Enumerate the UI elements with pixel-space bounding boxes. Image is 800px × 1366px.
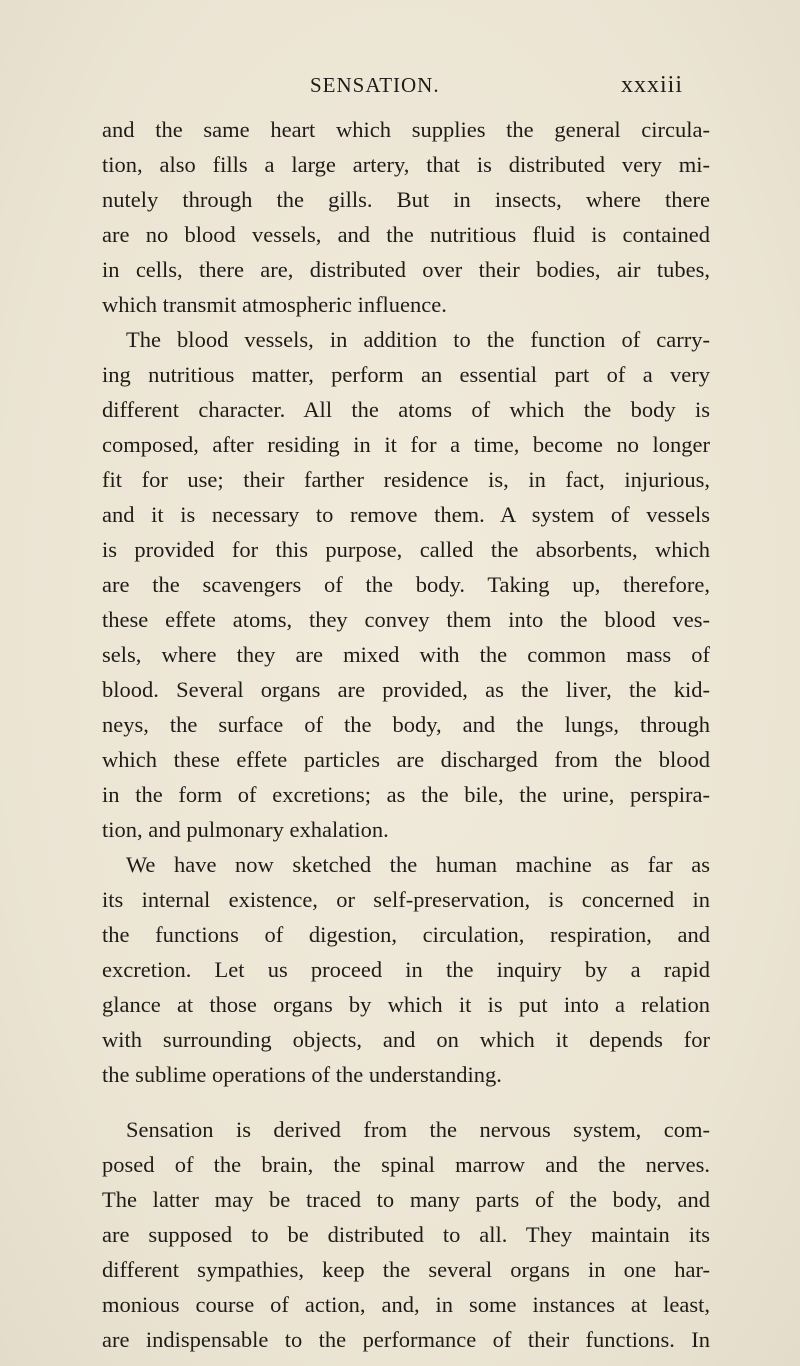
text-line: are no blood vessels, and the nutritious fluid is contained (102, 222, 710, 247)
text-line: ing nutritious matter, perform an essential part of a very (102, 362, 710, 387)
section-break (102, 1092, 710, 1112)
text-line: these effete atoms, they convey them into the blood ves- (102, 607, 710, 632)
body-text (102, 112, 710, 1357)
text-line: are the scavengers of the body. Taking up, therefore, (102, 572, 710, 597)
text-line: the sublime operations of the understanding. (102, 1062, 502, 1087)
text-line: neys, the surface of the body, and the lungs, through (102, 712, 710, 737)
page-number: xxxiii (621, 72, 684, 98)
text-line: with surrounding objects, and on which it depends for (102, 1027, 710, 1052)
text-line: Sensation is derived from the nervous system, com- (126, 1117, 710, 1142)
text-line: tion, also fills a large artery, that is distributed very mi- (102, 152, 710, 177)
text-line: monious course of action, and, in some instances at least, (102, 1292, 710, 1317)
text-line: in cells, there are, distributed over their bodies, air tubes, (102, 257, 710, 282)
paragraph (102, 322, 710, 847)
text-line: are indispensable to the performance of their functions. In (102, 1327, 710, 1352)
text-line: which these effete particles are discharged from the blood (102, 747, 710, 772)
text-line: which transmit atmospheric influence. (102, 292, 447, 317)
text-line: The blood vessels, in addition to the function of carry- (126, 327, 710, 352)
text-line: are supposed to be distributed to all. They maintain its (102, 1222, 710, 1247)
text-line: The latter may be traced to many parts of the body, and (102, 1187, 710, 1212)
text-line: blood. Several organs are provided, as the liver, the kid- (102, 677, 710, 702)
text-line: tion, and pulmonary exhalation. (102, 817, 389, 842)
text-line: its internal existence, or self-preservation, is concerned in (102, 887, 710, 912)
text-line: different character. All the atoms of which the body is (102, 397, 710, 422)
text-line: posed of the brain, the spinal marrow and the nerves. (102, 1152, 710, 1177)
text-line: fit for use; their farther residence is, in fact, injurious, (102, 467, 710, 492)
text-line: and the same heart which supplies the general circula- (102, 117, 710, 142)
text-line: sels, where they are mixed with the common mass of (102, 642, 710, 667)
text-line: nutely through the gills. But in insects, where there (102, 187, 710, 212)
text-line: composed, after residing in it for a time, become no longer (102, 432, 710, 457)
text-line: different sympathies, keep the several organs in one har- (102, 1257, 710, 1282)
text-line: and it is necessary to remove them. A system of vessels (102, 502, 710, 527)
text-line: We have now sketched the human machine as far as (126, 852, 710, 877)
paragraph (102, 847, 710, 1092)
text-line: is provided for this purpose, called the absorbents, which (102, 537, 710, 562)
text-line: the functions of digestion, circulation, respiration, and (102, 922, 710, 947)
paragraph (102, 1112, 710, 1357)
text-line: glance at those organs by which it is put into a relation (102, 992, 710, 1017)
text-line: in the form of excretions; as the bile, the urine, perspira- (102, 782, 710, 807)
running-head-title: SENSATION. (310, 73, 440, 97)
paragraph (102, 112, 710, 322)
text-line: excretion. Let us proceed in the inquiry by a rapid (102, 957, 710, 982)
running-head (0, 70, 800, 100)
